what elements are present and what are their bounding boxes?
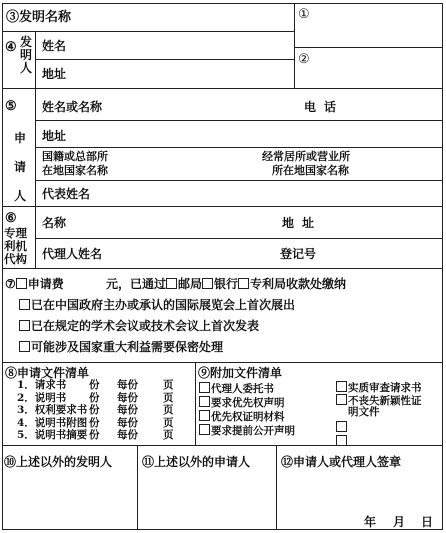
secrecy-checkbox[interactable]	[19, 341, 30, 352]
secrecy-option: 可能涉及国家重大利益需要保密处理	[19, 341, 223, 353]
agency-section-label: 专理利机代构	[4, 226, 27, 266]
rule-agency-mid	[35, 238, 442, 239]
additional-item: 要求优先权声明	[199, 396, 295, 410]
inventor-section-label: 发明人	[19, 35, 32, 75]
blank-checkbox[interactable]	[336, 421, 347, 432]
rule-agency-bottom	[2, 268, 442, 269]
applicant-section-label: 申请人	[13, 131, 26, 203]
doc-item: 3．权利要求书 份 每份 页	[17, 404, 174, 416]
rule-lists-divider	[195, 362, 196, 445]
patent-office-cashier-checkbox[interactable]	[238, 278, 249, 289]
inventor-section-number: ④	[5, 40, 17, 55]
box-2-number: ②	[298, 52, 310, 67]
applicant-nationality-line2: 在地国家名称	[42, 164, 108, 177]
doc-item: 2．说明书 份 每份 页	[17, 391, 174, 404]
other-inventors-label: ⑩上述以外的发明人	[4, 455, 113, 469]
additional-checkbox[interactable]	[199, 424, 210, 435]
rule-applicant-3	[35, 180, 442, 181]
agency-name-label: 名称	[42, 216, 67, 230]
conference-checkbox[interactable]	[19, 320, 30, 331]
additional-item: 优先权证明材料	[199, 410, 295, 424]
rule-inventor-mid	[35, 59, 294, 60]
fee-section-number: ⑦	[5, 277, 16, 291]
additional-checkbox[interactable]	[199, 382, 210, 393]
bank-checkbox[interactable]	[202, 278, 213, 289]
doc-list-title: ⑧申请文件清单	[5, 366, 90, 380]
rule-inventor-bottom	[2, 88, 442, 89]
rule-applicant-bottom	[2, 206, 442, 207]
date-day: 日	[421, 515, 434, 529]
applicant-rep-name-label: 代表姓名	[42, 187, 91, 201]
section-number: ③	[6, 10, 20, 25]
agent-reg-no-label: 登记号	[280, 247, 317, 261]
agent-name-label: 代理人姓名	[42, 247, 103, 261]
additional-item: 代理人委托书	[199, 382, 295, 396]
additional-item: 不丧失新颖性证	[336, 394, 422, 407]
rule-applicant-1	[35, 120, 442, 121]
rule-right	[442, 3, 443, 530]
blank-checkbox[interactable]	[336, 435, 347, 446]
agency-address-label: 地址	[282, 216, 323, 230]
applicant-name-label: 姓名或名称	[42, 100, 103, 114]
rule-box2-top	[294, 47, 442, 48]
box-1-number: ①	[298, 7, 310, 22]
applicant-residence-line1: 经常居所或营业所	[262, 150, 350, 163]
doc-list	[17, 380, 193, 443]
applicant-address-label: 地址	[42, 129, 67, 143]
additional-checkbox[interactable]	[199, 396, 210, 407]
applicant-nationality-line1: 国籍或总部所	[42, 150, 108, 163]
additional-checkbox[interactable]	[336, 381, 347, 392]
exhibition-checkbox[interactable]	[19, 299, 30, 310]
fee-checkbox[interactable]	[16, 278, 27, 289]
rule-header-col	[35, 31, 36, 268]
applicant-section-number: ⑤	[5, 99, 17, 114]
signature-label: ⑫申请人或代理人签章	[281, 455, 402, 469]
applicant-phone-label: 电话	[304, 100, 345, 114]
agency-section-number: ⑥	[5, 211, 17, 226]
blank-item	[336, 421, 422, 435]
rule-top-divider	[294, 3, 295, 88]
date-month: 月	[393, 515, 406, 529]
rule-title-bottom	[2, 31, 294, 32]
doc-item: 4．说明书附图 份 每份 页	[17, 416, 174, 429]
rule-bottom-divider-2	[276, 445, 277, 529]
rule-bottom-divider-1	[137, 445, 138, 529]
additional-checkbox[interactable]	[199, 410, 210, 421]
exhibition-option: 已在中国政府主办或承认的国际展览会上首次展出	[19, 299, 295, 311]
rule-applicant-2	[35, 147, 442, 148]
rule-section7-bottom	[2, 362, 442, 363]
rule-left	[2, 3, 3, 530]
additional-item-cont: 明文件	[348, 406, 380, 418]
additional-checkbox[interactable]	[336, 394, 347, 405]
post-office-checkbox[interactable]	[166, 278, 177, 289]
doc-item: 5．说明书摘要 份 每份 页	[17, 429, 174, 441]
additional-item: 要求提前公开声明	[199, 424, 295, 438]
date-year: 年	[364, 515, 377, 529]
rule-top	[2, 3, 442, 4]
additional-list-title: ⑨附加文件清单	[198, 366, 283, 380]
additional-list-left	[199, 382, 295, 438]
invention-title-label: ③发明名称	[6, 10, 72, 25]
additional-item: 实质审查请求书	[336, 381, 422, 394]
fee-row: ⑦ 申请费 元，已通过 邮局 银行 专利局收款处缴纳	[5, 277, 347, 291]
additional-list-right	[336, 381, 422, 448]
blank-item	[336, 435, 422, 448]
inventor-name-label: 姓名	[42, 39, 67, 53]
doc-item: 1．请求书 份 每份 页	[17, 379, 174, 391]
inventor-address-label: 地址	[42, 67, 67, 81]
rule-bottom	[2, 529, 442, 530]
other-applicants-label: ⑪上述以外的申请人	[142, 455, 251, 469]
applicant-residence-line2: 所在地国家名称	[272, 164, 349, 177]
conference-option: 已在规定的学术会议或技术会议上首次发表	[19, 320, 259, 332]
